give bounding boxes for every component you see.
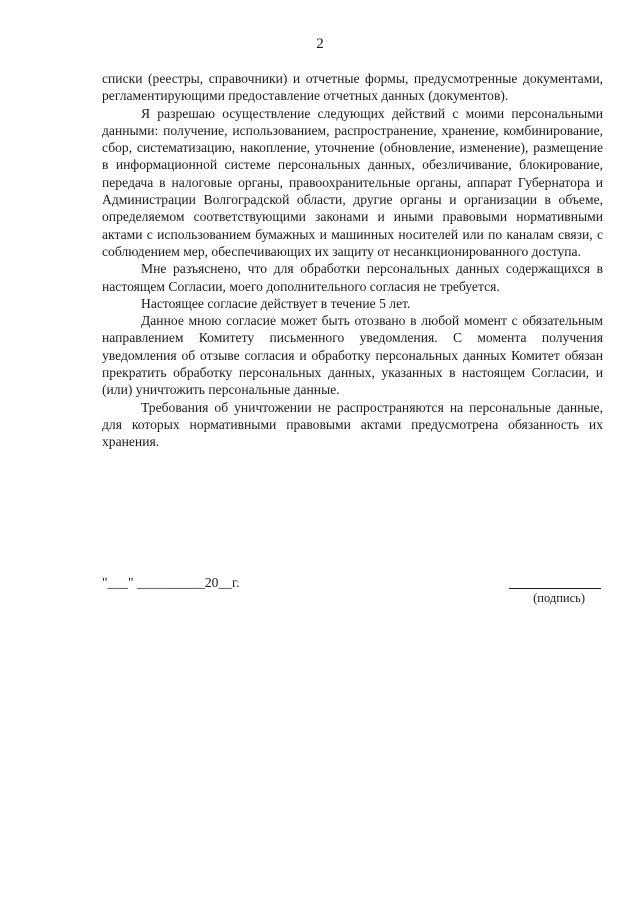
- page-number: 2: [316, 36, 324, 52]
- paragraph-validity-term: Настоящее согласие действует в течение 5 лет.: [141, 295, 411, 311]
- document-body: [102, 70, 603, 451]
- paragraph-no-extra-consent: Мне разъяснено, что для обработки персональных данных содержащихся в настоящем Согласии, моего дополнительного согласия не требуется.: [102, 261, 603, 294]
- date-line: "___" __________20__г.: [102, 575, 240, 590]
- paragraph-destruction-exception: Требования об уничтожении не распространяются на персональные данные, для которых нормативными правовыми актами предусмотрена обязанность их хранения.: [102, 399, 603, 450]
- signature-caption: (подпись): [533, 591, 585, 605]
- paragraph-permitted-actions: Я разрешаю осуществление следующих действий с моими персональными данными: получение, использованием, распространение, хранение, комбинирование, сбор, систематизацию, накопление, уточнение (обновление, изменение), размещение в информационной системе персональных данных, обезличивание, блокирование, передача в налоговые органы, правоохранительные органы, аппарат Губернатора и Администрации Волгоградской области, другие органы и организации в объеме, определяемом соответствующими законами и иными правовыми нормативными актами с использованием бумажных и машинных носителей или по каналам связи, с соблюдением мер, обеспечивающих их защиту от несанкционированного доступа.: [102, 105, 603, 259]
- paragraph-revocation: Данное мною согласие может быть отозвано в любой момент с обязательным направлением Комитету письменного уведомления. С момента получения уведомления об отзыве согласия и обработку персональных данных Комитет обязан прекратить обработку персональных данных, указанных в настоящем Согласии, и (или) уничтожить персональные данные.: [102, 313, 603, 398]
- signature-block: [102, 574, 603, 614]
- paragraph-continuation: списки (реестры, справочники) и отчетные формы, предусмотренные документами, регламентирующими предоставление отчетных данных (документов).: [102, 71, 603, 104]
- signature-line: [509, 588, 601, 589]
